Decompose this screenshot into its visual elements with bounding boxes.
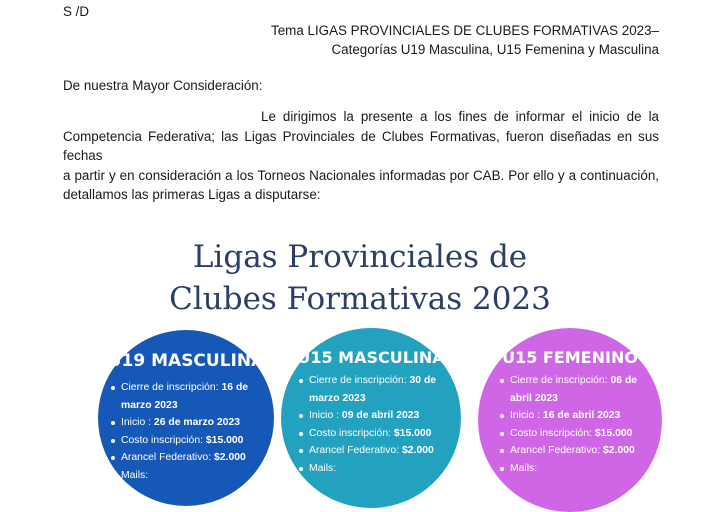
category-circle-u15-femenino	[478, 328, 662, 512]
category-circle-u15-masculina	[281, 328, 461, 508]
costo-item: Costo inscripción: $15.000	[500, 425, 650, 443]
body-paragraph	[63, 107, 659, 205]
cierre-item: Cierre de inscripción: 06 de abril 2023	[500, 372, 650, 407]
category-details	[500, 372, 650, 478]
mails-item: Mails:	[500, 460, 650, 478]
mails-item: Mails:	[299, 460, 449, 478]
arancel-item: Arancel Federativo: $2.000	[500, 442, 650, 460]
costo-item: Costo inscripción: $15.000	[299, 425, 449, 443]
body-line-1: Le dirigimos la presente a los fines de informar el inicio de la	[261, 109, 659, 124]
category-title: U15 FEMENINO	[502, 348, 638, 367]
body-line-2: Competencia Federativa; las Ligas Provinciales de Clubes Formativas, fueron diseñadas en sus fechas	[63, 128, 659, 164]
category-circle-u19-masculina	[98, 330, 274, 506]
mails-item: Mails:	[111, 467, 261, 485]
category-title: U19 MASCULINA	[107, 351, 265, 371]
banner-title-line-2: Clubes Formativas 2023	[169, 281, 551, 317]
body-line-3: a partir y en consideración a los Torneos Nacionales informadas por CAB. Por ello y a continuación,	[63, 167, 659, 183]
cierre-item: Cierre de inscripción: 30 de marzo 2023	[299, 372, 449, 407]
category-title: U15 MASCULINA	[297, 348, 445, 367]
inicio-item: Inicio : 26 de marzo 2023	[111, 414, 261, 432]
costo-item: Costo inscripción: $15.000	[111, 432, 261, 450]
inicio-item: Inicio : 16 de abril 2023	[500, 407, 650, 425]
category-details	[111, 379, 261, 485]
body-line-4: detallamos las primeras Ligas a disputarse:	[63, 187, 321, 203]
banner-title-line-1: Ligas Provinciales de	[192, 239, 528, 275]
arancel-item: Arancel Federativo: $2.000	[111, 449, 261, 467]
inicio-item: Inicio : 09 de abril 2023	[299, 407, 449, 425]
subject-line-1: Tema LIGAS PROVINCIALES DE CLUBES FORMATIVAS 2023–	[271, 23, 659, 38]
subject-line-2: Categorías U19 Masculina, U15 Femenina y Masculina	[331, 42, 659, 57]
salutation: De nuestra Mayor Consideración:	[63, 78, 263, 93]
recipient-line: S /D	[63, 4, 90, 19]
arancel-item: Arancel Federativo: $2.000	[299, 442, 449, 460]
cierre-item: Cierre de inscripción: 16 de marzo 2023	[111, 379, 261, 414]
category-details	[299, 372, 449, 478]
